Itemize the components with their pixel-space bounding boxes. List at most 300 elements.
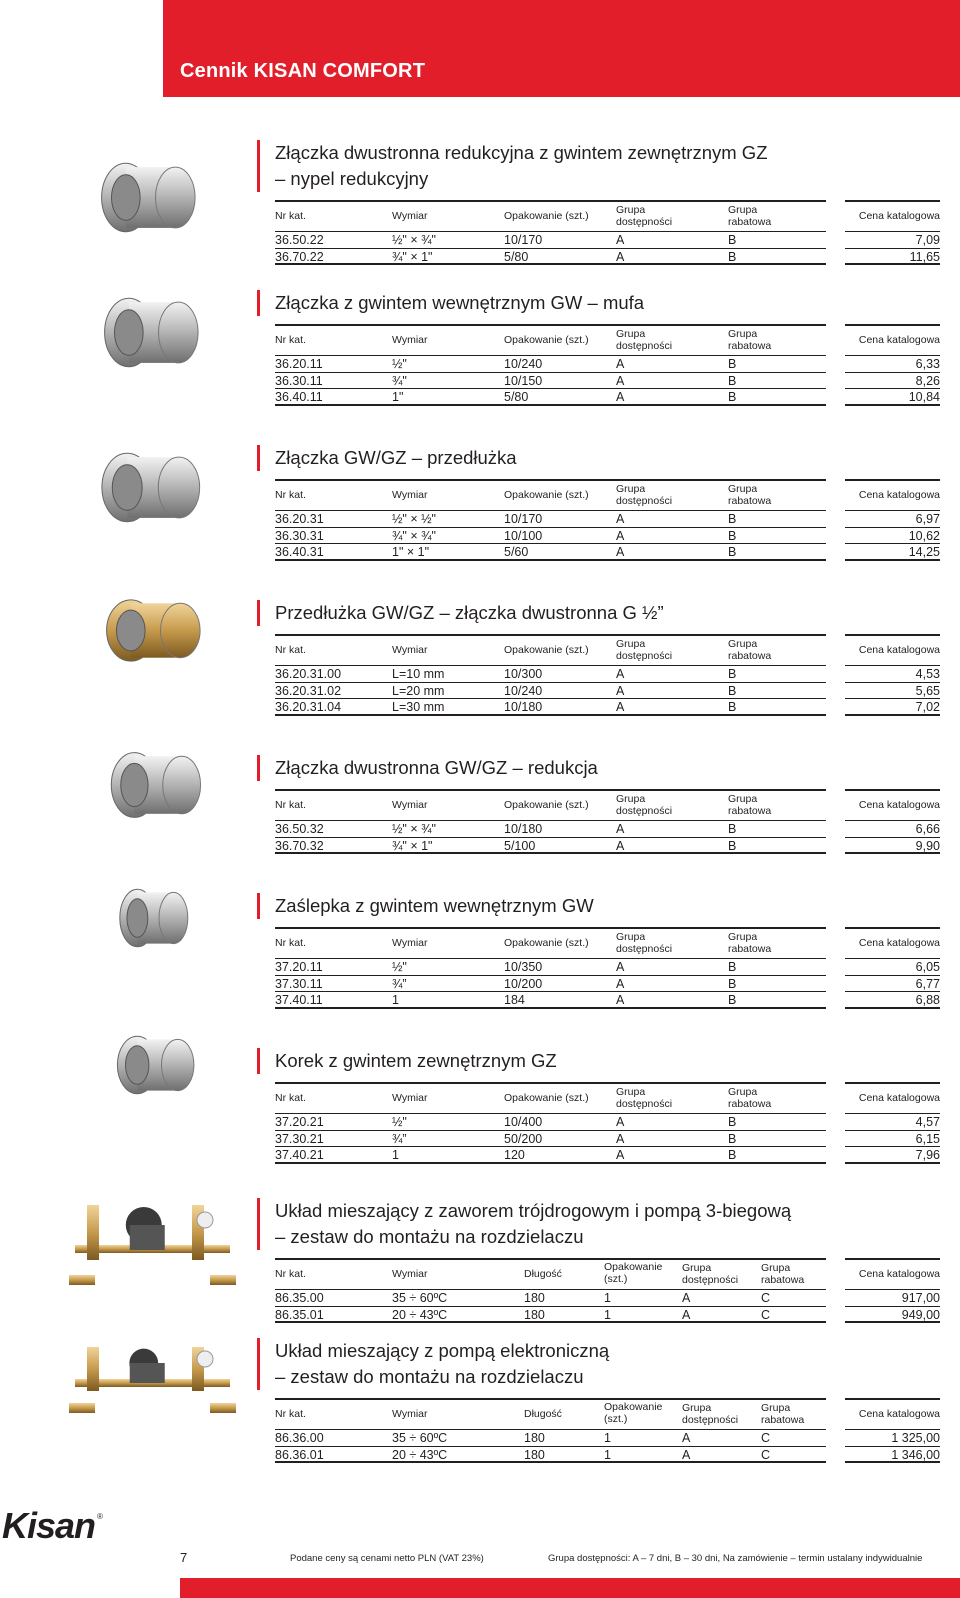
table-rule xyxy=(845,404,940,406)
footer-red-bar xyxy=(180,1578,960,1598)
table-cell: 10/200 xyxy=(504,976,543,991)
table-cell: 36.40.11 xyxy=(275,390,323,404)
header-opakowanie: (szt.) xyxy=(604,1413,628,1425)
table-row xyxy=(0,511,960,528)
table-cell: 10/180 xyxy=(504,700,543,714)
table-cell: 86.35.00 xyxy=(275,1291,324,1305)
table-cell: ¾” xyxy=(392,976,407,991)
table-cell: 10,84 xyxy=(908,390,940,404)
table-cell: ½" xyxy=(392,960,407,974)
table-cell: 36.70.32 xyxy=(275,838,324,853)
header-opakowanie: Opakowanie xyxy=(604,1261,663,1273)
table-cell: C xyxy=(761,1431,771,1445)
table-cell: 9,90 xyxy=(915,838,940,853)
table-rule xyxy=(845,263,940,265)
table-rule xyxy=(275,1007,826,1009)
header-grupa-dostepnosci: dostępności xyxy=(682,1414,739,1426)
header-cena: Cena katalogowa xyxy=(858,489,940,501)
section-accent-bar xyxy=(257,893,260,919)
table-cell: A xyxy=(616,960,625,974)
table-rule xyxy=(845,324,940,326)
header-cena: Cena katalogowa xyxy=(858,644,940,656)
table-rule xyxy=(845,852,940,854)
table-cell: A xyxy=(682,1291,691,1305)
table-cell: 37.20.11 xyxy=(275,960,323,974)
table-cell: 10/170 xyxy=(504,233,543,247)
section-accent-bar xyxy=(257,445,260,471)
table-cell: 37.20.21 xyxy=(275,1115,324,1129)
header-opakowanie: Opakowanie (szt.) xyxy=(504,334,589,346)
header-grupa-dostepnosci: dostępności xyxy=(616,650,673,662)
header-grupa-rabatowa: rabatowa xyxy=(761,1274,805,1286)
header-nr-kat: Nr kat. xyxy=(275,1408,306,1420)
table-cell: 35 ÷ 60ºC xyxy=(392,1431,448,1445)
section-title-line: Układ mieszający z zaworem trójdrogowym i pompą 3-biegową xyxy=(275,1200,792,1221)
table-cell: B xyxy=(728,683,737,698)
table-row xyxy=(0,373,960,390)
header-nr-kat: Nr kat. xyxy=(275,489,306,501)
header-grupa-dostepnosci: Grupa xyxy=(616,931,646,943)
header-grupa-dostepnosci: Grupa xyxy=(616,483,646,495)
table-cell: L=30 mm xyxy=(392,700,445,714)
header-cena: Cena katalogowa xyxy=(858,210,940,222)
table-cell: B xyxy=(728,667,737,681)
table-cell: ½" xyxy=(392,1115,407,1129)
table-cell: C xyxy=(761,1291,771,1305)
table-cell: 8,26 xyxy=(915,373,940,388)
table-cell: A xyxy=(682,1447,691,1462)
table-cell: 1 346,00 xyxy=(891,1447,940,1462)
table-cell: A xyxy=(616,545,625,559)
header-grupa-dostepnosci: Grupa xyxy=(616,328,646,340)
section-accent-bar xyxy=(257,755,260,781)
table-rule xyxy=(275,1461,826,1463)
table-cell: 4,57 xyxy=(915,1115,940,1129)
table-cell: 10/150 xyxy=(504,373,543,388)
table-cell: 180 xyxy=(524,1447,545,1462)
table-row xyxy=(0,1131,960,1148)
table-header xyxy=(0,789,960,821)
header-grupa-dostepnosci: Grupa xyxy=(682,1262,712,1274)
table-cell: 37.30.11 xyxy=(275,976,323,991)
table-cell: 5/60 xyxy=(504,545,529,559)
section-title xyxy=(275,1198,835,1250)
header-grupa-rabatowa: rabatowa xyxy=(728,943,772,955)
table-cell: 1 xyxy=(604,1307,611,1322)
price-table xyxy=(0,324,960,406)
table-row xyxy=(0,249,960,266)
table-cell: ½" × ¾" xyxy=(392,233,436,247)
table-cell: 37.30.21 xyxy=(275,1131,324,1146)
table-rule xyxy=(275,927,826,929)
page-number: 7 xyxy=(180,1550,188,1565)
table-row xyxy=(0,699,960,716)
table-header xyxy=(0,200,960,232)
header-cena: Cena katalogowa xyxy=(858,1408,940,1420)
section-title-line: Korek z gwintem zewnętrznym GZ xyxy=(275,1050,557,1071)
header-cena: Cena katalogowa xyxy=(858,334,940,346)
availability-note: Grupa dostępności: A – 7 dni, B – 30 dni, Na zamówienie – termin ustalany indywidualnie xyxy=(548,1553,923,1564)
table-row xyxy=(0,959,960,976)
header-grupa-rabatowa: rabatowa xyxy=(761,1414,805,1426)
table-rule xyxy=(845,1398,940,1400)
header-opakowanie: Opakowanie (szt.) xyxy=(504,210,589,222)
table-cell: 5/100 xyxy=(504,838,536,853)
header-dlugosc: Długość xyxy=(524,1268,562,1280)
header-opakowanie: (szt.) xyxy=(604,1273,628,1285)
table-cell: 36.40.31 xyxy=(275,545,324,559)
table-cell: B xyxy=(728,373,737,388)
header-grupa-rabatowa: rabatowa xyxy=(728,340,772,352)
table-cell: 6,33 xyxy=(915,357,940,371)
table-cell: 7,09 xyxy=(915,233,940,247)
table-cell: 10/350 xyxy=(504,960,543,974)
header-grupa-dostepnosci: Grupa xyxy=(616,638,646,650)
table-cell: 6,97 xyxy=(915,512,940,526)
table-rule xyxy=(275,634,826,636)
section-title-line: Układ mieszający z pompą elektroniczną xyxy=(275,1340,610,1361)
table-cell: 36.20.11 xyxy=(275,357,323,371)
header-opakowanie: Opakowanie (szt.) xyxy=(504,644,589,656)
table-cell: 120 xyxy=(504,1148,525,1162)
price-table xyxy=(0,1258,960,1323)
table-rule xyxy=(845,559,940,561)
table-cell: 6,15 xyxy=(915,1131,940,1146)
table-cell: 10/100 xyxy=(504,528,543,543)
table-cell: ½" × ½" xyxy=(392,512,436,526)
table-cell: 1 xyxy=(392,1148,399,1162)
table-row xyxy=(0,1307,960,1324)
section-accent-bar xyxy=(257,1048,260,1074)
table-rule xyxy=(275,1398,826,1400)
table-cell: L=10 mm xyxy=(392,667,445,681)
table-cell: 14,25 xyxy=(908,545,940,559)
header-grupa-rabatowa: Grupa xyxy=(761,1262,791,1274)
table-cell: 7,96 xyxy=(915,1148,940,1162)
table-cell: 36.50.22 xyxy=(275,233,324,247)
table-cell: 36.30.11 xyxy=(275,373,323,388)
section-accent-bar xyxy=(257,1338,260,1390)
table-cell: C xyxy=(761,1307,771,1322)
header-nr-kat: Nr kat. xyxy=(275,1268,306,1280)
table-rule xyxy=(845,1082,940,1084)
header-grupa-rabatowa: Grupa xyxy=(728,638,758,650)
header-opakowanie: Opakowanie (szt.) xyxy=(504,489,589,501)
header-wymiar: Wymiar xyxy=(392,799,428,811)
table-cell: ½" × ¾" xyxy=(392,822,436,836)
header-grupa-dostepnosci: dostępności xyxy=(616,943,673,955)
table-cell: B xyxy=(728,993,737,1007)
table-cell: 5/80 xyxy=(504,390,529,404)
header-grupa-rabatowa: Grupa xyxy=(728,1086,758,1098)
section-title-line: Złączka dwustronna redukcyjna z gwintem zewnętrznym GZ xyxy=(275,142,768,163)
table-cell: 1 xyxy=(604,1291,611,1305)
table-cell: 184 xyxy=(504,993,525,1007)
header-wymiar: Wymiar xyxy=(392,1408,428,1420)
header-cena: Cena katalogowa xyxy=(858,937,940,949)
table-header xyxy=(0,479,960,511)
table-cell: 86.36.01 xyxy=(275,1447,324,1462)
table-cell: 180 xyxy=(524,1431,545,1445)
table-row xyxy=(0,544,960,561)
header-wymiar: Wymiar xyxy=(392,334,428,346)
table-cell: 1" × 1" xyxy=(392,545,430,559)
section-title xyxy=(275,755,835,781)
header-grupa-dostepnosci: dostępności xyxy=(616,340,673,352)
header-wymiar: Wymiar xyxy=(392,937,428,949)
table-row xyxy=(0,389,960,406)
table-header xyxy=(0,927,960,959)
table-cell: A xyxy=(616,1131,625,1146)
table-cell: A xyxy=(616,993,625,1007)
header-grupa-rabatowa: Grupa xyxy=(728,204,758,216)
section-title-line: – nypel redukcyjny xyxy=(275,168,429,189)
table-cell: B xyxy=(728,1115,737,1129)
header-opakowanie: Opakowanie (szt.) xyxy=(504,1092,589,1104)
table-rule xyxy=(275,263,826,265)
table-cell: 36.30.31 xyxy=(275,528,324,543)
table-rule xyxy=(275,1162,826,1164)
table-row xyxy=(0,356,960,373)
table-cell: A xyxy=(616,233,625,247)
header-wymiar: Wymiar xyxy=(392,1092,428,1104)
table-header xyxy=(0,1398,960,1430)
header-grupa-rabatowa: Grupa xyxy=(728,793,758,805)
header-cena: Cena katalogowa xyxy=(858,1092,940,1104)
table-rule xyxy=(275,559,826,561)
table-cell: 10/300 xyxy=(504,667,543,681)
section-accent-bar xyxy=(257,290,260,316)
table-cell: B xyxy=(728,822,737,836)
table-rule xyxy=(275,852,826,854)
table-cell: A xyxy=(616,838,625,853)
header-wymiar: Wymiar xyxy=(392,1268,428,1280)
table-cell: 36.20.31.00 xyxy=(275,667,342,681)
header-grupa-rabatowa: rabatowa xyxy=(728,805,772,817)
table-rule xyxy=(845,634,940,636)
table-rule xyxy=(275,479,826,481)
header-grupa-dostepnosci: Grupa xyxy=(682,1402,712,1414)
table-cell: A xyxy=(682,1431,691,1445)
section-title xyxy=(275,290,835,316)
table-cell: 11,65 xyxy=(909,249,940,264)
table-row xyxy=(0,1447,960,1464)
table-cell: 86.36.00 xyxy=(275,1431,324,1445)
table-cell: A xyxy=(616,512,625,526)
table-rule xyxy=(845,927,940,929)
table-cell: 36.70.22 xyxy=(275,249,324,264)
table-cell: 949,00 xyxy=(901,1307,940,1322)
header-grupa-dostepnosci: dostępności xyxy=(616,1098,673,1110)
section-title-line: Złączka GW/GZ – przedłużka xyxy=(275,447,517,468)
table-cell: ¾” xyxy=(392,1131,407,1146)
table-rule xyxy=(275,404,826,406)
table-cell: A xyxy=(616,1115,625,1129)
table-header xyxy=(0,634,960,666)
table-cell: 1 325,00 xyxy=(891,1431,940,1445)
table-cell: 10/240 xyxy=(504,357,543,371)
header-nr-kat: Nr kat. xyxy=(275,1092,306,1104)
table-row xyxy=(0,683,960,700)
header-grupa-dostepnosci: Grupa xyxy=(616,1086,646,1098)
table-rule xyxy=(275,200,826,202)
table-cell: A xyxy=(682,1307,691,1322)
header-grupa-rabatowa: rabatowa xyxy=(728,495,772,507)
header-nr-kat: Nr kat. xyxy=(275,937,306,949)
table-cell: 6,05 xyxy=(915,960,940,974)
table-cell: B xyxy=(728,1131,737,1146)
table-row xyxy=(0,1147,960,1164)
table-header xyxy=(0,1258,960,1290)
header-grupa-dostepnosci: dostępności xyxy=(616,495,673,507)
table-row xyxy=(0,992,960,1009)
table-cell: ¾" xyxy=(392,373,407,388)
table-cell: 917,00 xyxy=(901,1291,940,1305)
page-title: Cennik KISAN COMFORT xyxy=(180,60,426,82)
table-cell: A xyxy=(616,1148,625,1162)
table-rule xyxy=(845,200,940,202)
header-wymiar: Wymiar xyxy=(392,210,428,222)
table-cell: A xyxy=(616,390,625,404)
table-cell: 10/170 xyxy=(504,512,543,526)
table-cell: B xyxy=(728,700,737,714)
header-grupa-dostepnosci: Grupa xyxy=(616,204,646,216)
table-cell: B xyxy=(728,357,737,371)
header-grupa-dostepnosci: dostępności xyxy=(616,216,673,228)
section-accent-bar xyxy=(257,600,260,626)
table-cell: 1 xyxy=(392,993,399,1007)
table-cell: B xyxy=(728,976,737,991)
table-cell: 10/240 xyxy=(504,683,543,698)
table-cell: B xyxy=(728,512,737,526)
table-cell: B xyxy=(728,545,737,559)
price-table xyxy=(0,1398,960,1463)
header-opakowanie: Opakowanie xyxy=(604,1401,663,1413)
table-rule xyxy=(845,1461,940,1463)
table-cell: A xyxy=(616,249,625,264)
price-table xyxy=(0,1082,960,1164)
table-row xyxy=(0,976,960,993)
table-cell: 10,62 xyxy=(908,528,940,543)
table-cell: 6,77 xyxy=(915,976,940,991)
header-wymiar: Wymiar xyxy=(392,489,428,501)
table-cell: B xyxy=(728,960,737,974)
section-title xyxy=(275,893,835,919)
table-rule xyxy=(845,1007,940,1009)
header-grupa-rabatowa: Grupa xyxy=(761,1402,791,1414)
table-rule xyxy=(275,1082,826,1084)
table-cell: 20 ÷ 43ºC xyxy=(392,1307,448,1322)
table-rule xyxy=(275,1321,826,1323)
header-grupa-dostepnosci: dostępności xyxy=(682,1274,739,1286)
header-dlugosc: Długość xyxy=(524,1408,562,1420)
header-banner xyxy=(163,0,960,97)
section-title-line: Zaślepka z gwintem wewnętrznym GW xyxy=(275,895,594,916)
table-cell: B xyxy=(728,1148,737,1162)
header-nr-kat: Nr kat. xyxy=(275,210,306,222)
table-rule xyxy=(275,714,826,716)
table-rule xyxy=(845,1162,940,1164)
table-cell: A xyxy=(616,976,625,991)
table-cell: B xyxy=(728,249,737,264)
header-grupa-dostepnosci: dostępności xyxy=(616,805,673,817)
header-opakowanie: Opakowanie (szt.) xyxy=(504,799,589,811)
table-cell: 180 xyxy=(524,1307,545,1322)
table-cell: 20 ÷ 43ºC xyxy=(392,1447,448,1462)
table-header xyxy=(0,1082,960,1114)
price-note: Podane ceny są cenami netto PLN (VAT 23%) xyxy=(290,1553,484,1564)
kisan-logo xyxy=(0,1505,110,1545)
table-cell: B xyxy=(728,233,737,247)
table-cell: 50/200 xyxy=(504,1131,543,1146)
header-nr-kat: Nr kat. xyxy=(275,334,306,346)
table-cell: 180 xyxy=(524,1291,545,1305)
section-title-line: Złączka dwustronna GW/GZ – redukcja xyxy=(275,757,598,778)
header-cena: Cena katalogowa xyxy=(858,1268,940,1280)
table-rule xyxy=(275,324,826,326)
section-title xyxy=(275,445,835,471)
table-cell: 86.35.01 xyxy=(275,1307,324,1322)
header-grupa-rabatowa: Grupa xyxy=(728,931,758,943)
header-grupa-rabatowa: rabatowa xyxy=(728,1098,772,1110)
section-title xyxy=(275,600,835,626)
table-row xyxy=(0,666,960,683)
table-row xyxy=(0,1430,960,1447)
header-cena: Cena katalogowa xyxy=(858,799,940,811)
table-row xyxy=(0,232,960,249)
table-rule xyxy=(845,789,940,791)
table-cell: 1 xyxy=(604,1447,611,1462)
table-rule xyxy=(845,1321,940,1323)
header-nr-kat: Nr kat. xyxy=(275,799,306,811)
svg-text:®: ® xyxy=(97,1512,103,1521)
header-wymiar: Wymiar xyxy=(392,644,428,656)
price-table xyxy=(0,634,960,716)
section-title-line: Przedłużka GW/GZ – złączka dwustronna G ½” xyxy=(275,602,664,623)
section-title-line: – zestaw do montażu na rozdzielaczu xyxy=(275,1226,584,1247)
table-cell: A xyxy=(616,822,625,836)
table-row xyxy=(0,528,960,545)
section-title xyxy=(275,1048,835,1074)
table-header xyxy=(0,324,960,356)
table-cell: 36.20.31.02 xyxy=(275,683,342,698)
header-grupa-rabatowa: Grupa xyxy=(728,328,758,340)
table-cell: A xyxy=(616,528,625,543)
price-table xyxy=(0,927,960,1009)
table-cell: B xyxy=(728,838,737,853)
table-cell: B xyxy=(728,390,737,404)
table-row xyxy=(0,1290,960,1307)
table-cell: A xyxy=(616,667,625,681)
table-cell: 36.20.31 xyxy=(275,512,324,526)
table-rule xyxy=(275,1258,826,1260)
table-cell: 36.20.31.04 xyxy=(275,700,342,714)
table-cell: 1" xyxy=(392,390,404,404)
header-grupa-rabatowa: rabatowa xyxy=(728,650,772,662)
table-cell: 37.40.21 xyxy=(275,1148,324,1162)
section-title xyxy=(275,1338,835,1390)
table-row xyxy=(0,821,960,838)
table-cell: 10/400 xyxy=(504,1115,543,1129)
table-cell: ½" xyxy=(392,357,407,371)
table-cell: 6,88 xyxy=(915,993,940,1007)
svg-text:Kisan: Kisan xyxy=(2,1505,96,1545)
section-accent-bar xyxy=(257,1198,260,1250)
table-cell: A xyxy=(616,683,625,698)
section-title-line: Złączka z gwintem wewnętrznym GW – mufa xyxy=(275,292,645,313)
section-title xyxy=(275,140,835,192)
table-cell: 4,53 xyxy=(915,667,940,681)
